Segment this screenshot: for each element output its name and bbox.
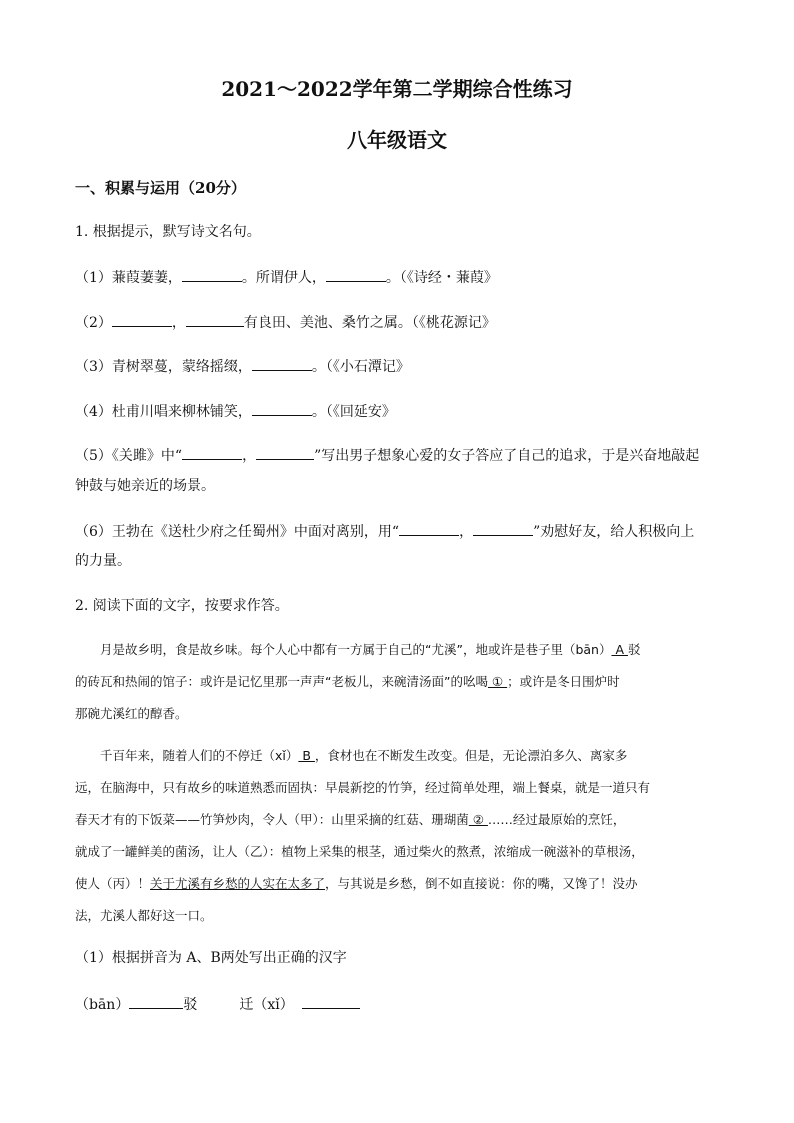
passage-2-line-3: 春天才有的下饭菜——竹笋炒肉，令人（甲）：山里采摘的红菇、珊瑚菌 ② ……经过最原始的烹饪， [75, 812, 626, 827]
question-1-item-5-cont: 钟鼓与她亲近的场景。 [75, 478, 215, 494]
question-2-stem: 2. 阅读下面的文字，按要求作答。 [75, 598, 289, 614]
answer-blank-a[interactable] [129, 993, 183, 1009]
answer-blank-b[interactable] [302, 993, 360, 1009]
blank-a: A [611, 642, 628, 657]
passage-1-line-2: 的砖瓦和热闹的馆子：或许是记忆里那一声声“老板儿，来碗清汤面”的吆喝 ① ；或许是冬日围炉时 [75, 674, 620, 689]
answer-blank[interactable] [252, 400, 312, 416]
exam-subtitle: 八年级语文 [347, 128, 447, 152]
section-heading: 一、积累与运用（20分） [75, 179, 246, 197]
answer-blank[interactable] [182, 444, 242, 460]
question-1-stem: 1. 根据提示，默写诗文名句。 [75, 224, 261, 240]
answer-blank[interactable] [182, 266, 242, 282]
passage-2-line-2: 远，在脑海中，只有故乡的味道熟悉而固执：早晨新挖的竹笋，经过简单处理，端上餐桌，就是一道只有 [75, 780, 651, 795]
question-1-item-6: （6）王勃在《送杜少府之任蜀州》中面对离别，用“ ， ”劝慰好友，给人积极向上 [75, 520, 694, 542]
answer-blank[interactable] [399, 520, 459, 536]
answer-blank[interactable] [473, 520, 533, 536]
exam-title: 2021～2022学年第二学期综合性练习 [221, 77, 573, 101]
question-1-item-3: （3）青树翠蔓，蒙络摇缀， 。（《小石潭记》 [75, 355, 410, 377]
answer-blank[interactable] [326, 266, 386, 282]
passage-2-line-5: 使人（丙）！关于尤溪有乡愁的人实在太多了，与其说是乡愁，倒不如直接说：你的嘴，又馋了！没办 [75, 876, 638, 891]
blank-1: ① [487, 674, 508, 689]
question-1-item-6-cont: 的力量。 [75, 553, 131, 569]
answer-blank[interactable] [256, 444, 314, 460]
answer-blank[interactable] [186, 311, 244, 327]
question-2-answer-line: （bān） 驳 迁（xǐ） [75, 993, 360, 1015]
question-2-sub-1: （1）根据拼音为 A、B两处写出正确的汉字 [75, 950, 347, 966]
passage-1-line-1: 月是故乡明，食是故乡味。每个人心中都有一方属于自己的“尤溪”，地或许是巷子里（bān） A 驳 [100, 642, 641, 657]
passage-2-line-4: 就成了一罐鲜美的菌汤，让人（乙）：植物上采集的根茎，通过柴火的熬煮，浓缩成一碗滋补的草根汤， [75, 844, 644, 859]
question-1-item-4: （4）杜甫川唱来柳林铺笑， 。（《回延安》 [75, 400, 396, 422]
answer-blank[interactable] [112, 311, 172, 327]
blank-b: B [298, 748, 315, 763]
passage-1-line-3: 那碗尤溪红的醇香。 [75, 706, 188, 721]
passage-2-line-6: 法，尤溪人都好这一口。 [75, 908, 213, 923]
question-1-item-2: （2） ， 有良田、美池、桑竹之属。（《桃花源记》 [75, 311, 496, 333]
passage-2-line-1: 千百年来，随着人们的不停迁（xǐ） B ，食材也在不断发生改变。但是，无论漂泊多久、离家多 [100, 748, 628, 763]
answer-blank[interactable] [252, 355, 312, 371]
underlined-sentence: 关于尤溪有乡愁的人实在太多了 [150, 876, 326, 891]
blank-2: ② [468, 812, 488, 827]
question-1-item-1: （1）蒹葭萋萋， 。所谓伊人， 。（《诗经・蒹葭》 [75, 266, 498, 288]
question-1-item-5: （5）《关雎》中“ ， ”写出男子想象心爱的女子答应了自己的追求，于是兴奋地敲起 [75, 444, 699, 466]
